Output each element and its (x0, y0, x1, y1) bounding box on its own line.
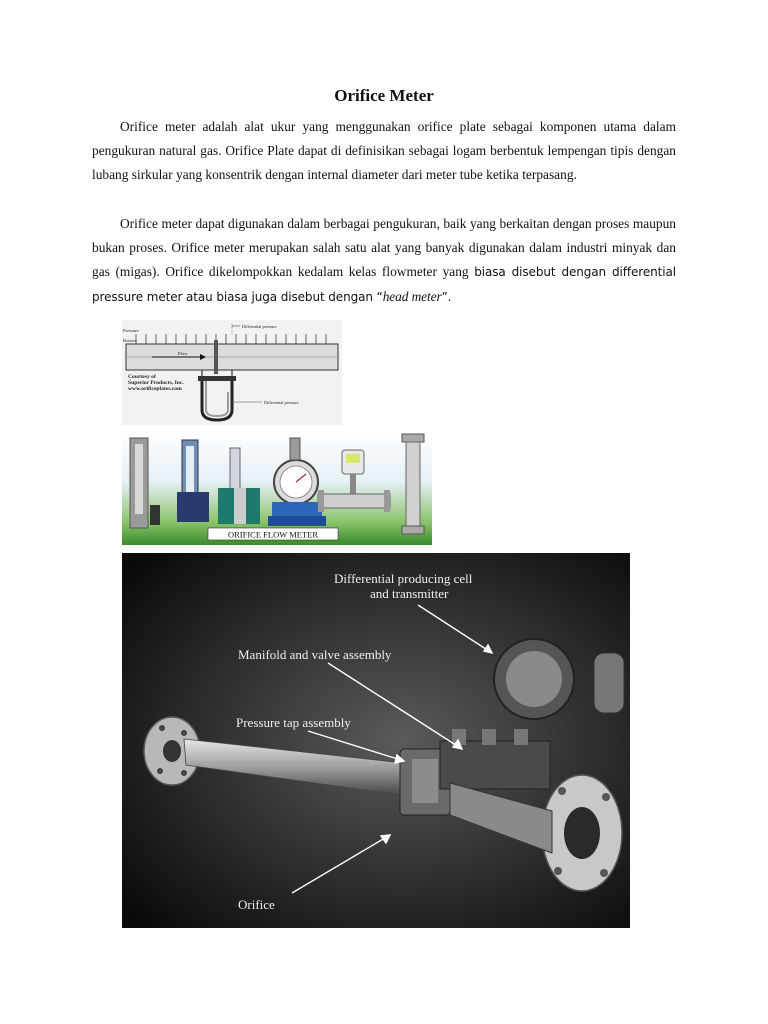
pressure-label: Pressure (123, 328, 139, 333)
orifice-plate (214, 340, 218, 374)
products-collage (122, 430, 432, 545)
paragraph-2-main: Orifice meter dapat digunakan dalam berbagai pengukuran, baik yang berkaitan dengan proses maupun bukan proses. Orifice meter merupakan salah satu alat yang banyak digunakan dalam industri minyak dan gas (migas). Orifice dikelompokkan kedalam kelas flowmeter yang (92, 216, 676, 280)
paragraph-1: Orifice meter adalah alat ukur yang menggunakan orifice plate sebagai komponen utama dalam pengukuran natural gas. Orifice Plate dapat di definisikan sebagai logam berbentuk lempengan tipis dengan lubang sirkular yang konsentrik dengan internal diameter dari meter tube ketika terpasang. (92, 119, 676, 183)
courtesy-line-2: Superior Products, Inc. (128, 380, 184, 386)
head-meter-term: head meter (382, 288, 442, 304)
paragraph-2-tail: biasa disebut dengan differential pressure meter atau biasa juga disebut dengan “head meter”. (92, 265, 676, 304)
label-pressure-tap: Pressure tap assembly (236, 715, 351, 730)
label-differential-cell: Differential producing cell (334, 571, 473, 586)
orifice-flow-meter-caption: ORIFICE FLOW METER (227, 529, 319, 540)
label-orifice: Orifice (238, 897, 275, 912)
label-manifold-valve: Manifold and valve assembly (238, 647, 392, 662)
orifice-schematic-figure (122, 320, 342, 425)
label-transmitter: and transmitter (370, 586, 449, 601)
orifice-flow-meter-products-figure (122, 430, 432, 545)
courtesy-line-3: www.orificeplates.com (128, 386, 182, 392)
page-title: Orifice Meter (334, 86, 434, 105)
paragraph-2 (92, 212, 676, 309)
flow-label: Flow (178, 351, 188, 356)
orifice-assembly-illustration (122, 553, 630, 928)
orifice-schematic-drawing (122, 320, 342, 425)
diff-pressure-bottom-label: Differential pressure (264, 400, 299, 405)
orifice-assembly-photo-figure (122, 553, 630, 928)
diff-pressure-top-label: Differential pressure (242, 324, 277, 329)
bottom-label: Bottom (123, 338, 137, 343)
courtesy-line-1: Courtesy of (128, 374, 156, 380)
